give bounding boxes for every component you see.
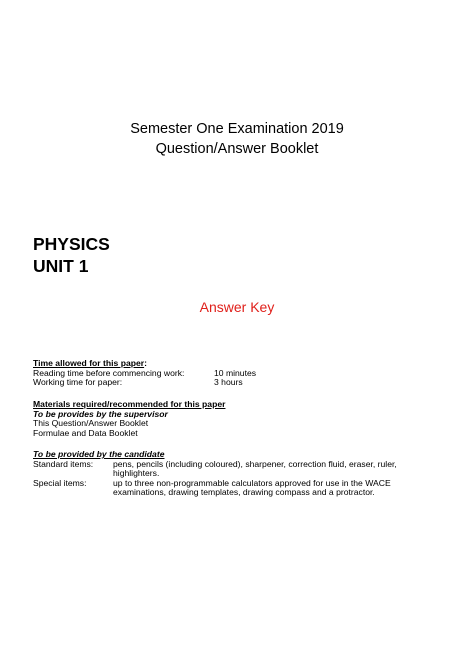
special-items-text: up to three non-programmable calculators approved for use in the WACE examinations, drawing templates, drawing compass and a protractor. <box>113 477 391 498</box>
working-time-label: Working time for paper: <box>33 377 123 388</box>
materials-section <box>33 400 225 438</box>
candidate-heading: To be provided by the candidate <box>33 449 165 459</box>
unit-name: UNIT 1 <box>33 256 89 276</box>
supervisor-heading: To be provides by the supervisor <box>33 408 168 419</box>
exam-title: Semester One Examination 2019 <box>130 121 344 137</box>
standard-items-row <box>33 460 423 479</box>
special-items-row <box>33 479 423 498</box>
subject-name: PHYSICS <box>33 234 110 254</box>
working-time-row <box>33 377 243 388</box>
special-items-label: Special items: <box>33 477 87 488</box>
working-time-value: 3 hours <box>214 377 243 388</box>
time-heading-text: Time allowed for this paper <box>33 358 145 368</box>
time-allowed-section <box>33 358 257 388</box>
booklet-title: Question/Answer Booklet <box>155 141 319 157</box>
supervisor-item: This Question/Answer Booklet <box>33 418 149 429</box>
candidate-section <box>33 450 423 498</box>
supervisor-item: Formulae and Data Booklet <box>33 427 138 438</box>
materials-heading: Materials required/recommended for this paper <box>33 399 226 409</box>
time-heading-colon: : <box>144 358 147 368</box>
reading-time-value: 10 minutes <box>214 367 257 378</box>
answer-key-label: Answer Key <box>199 299 275 315</box>
standard-items-text: pens, pencils (including coloured), sharpener, correction fluid, eraser, ruler, highlighters. <box>113 458 397 479</box>
standard-items-label: Standard items: <box>33 458 94 469</box>
reading-time-label: Reading time before commencing work: <box>33 367 185 378</box>
